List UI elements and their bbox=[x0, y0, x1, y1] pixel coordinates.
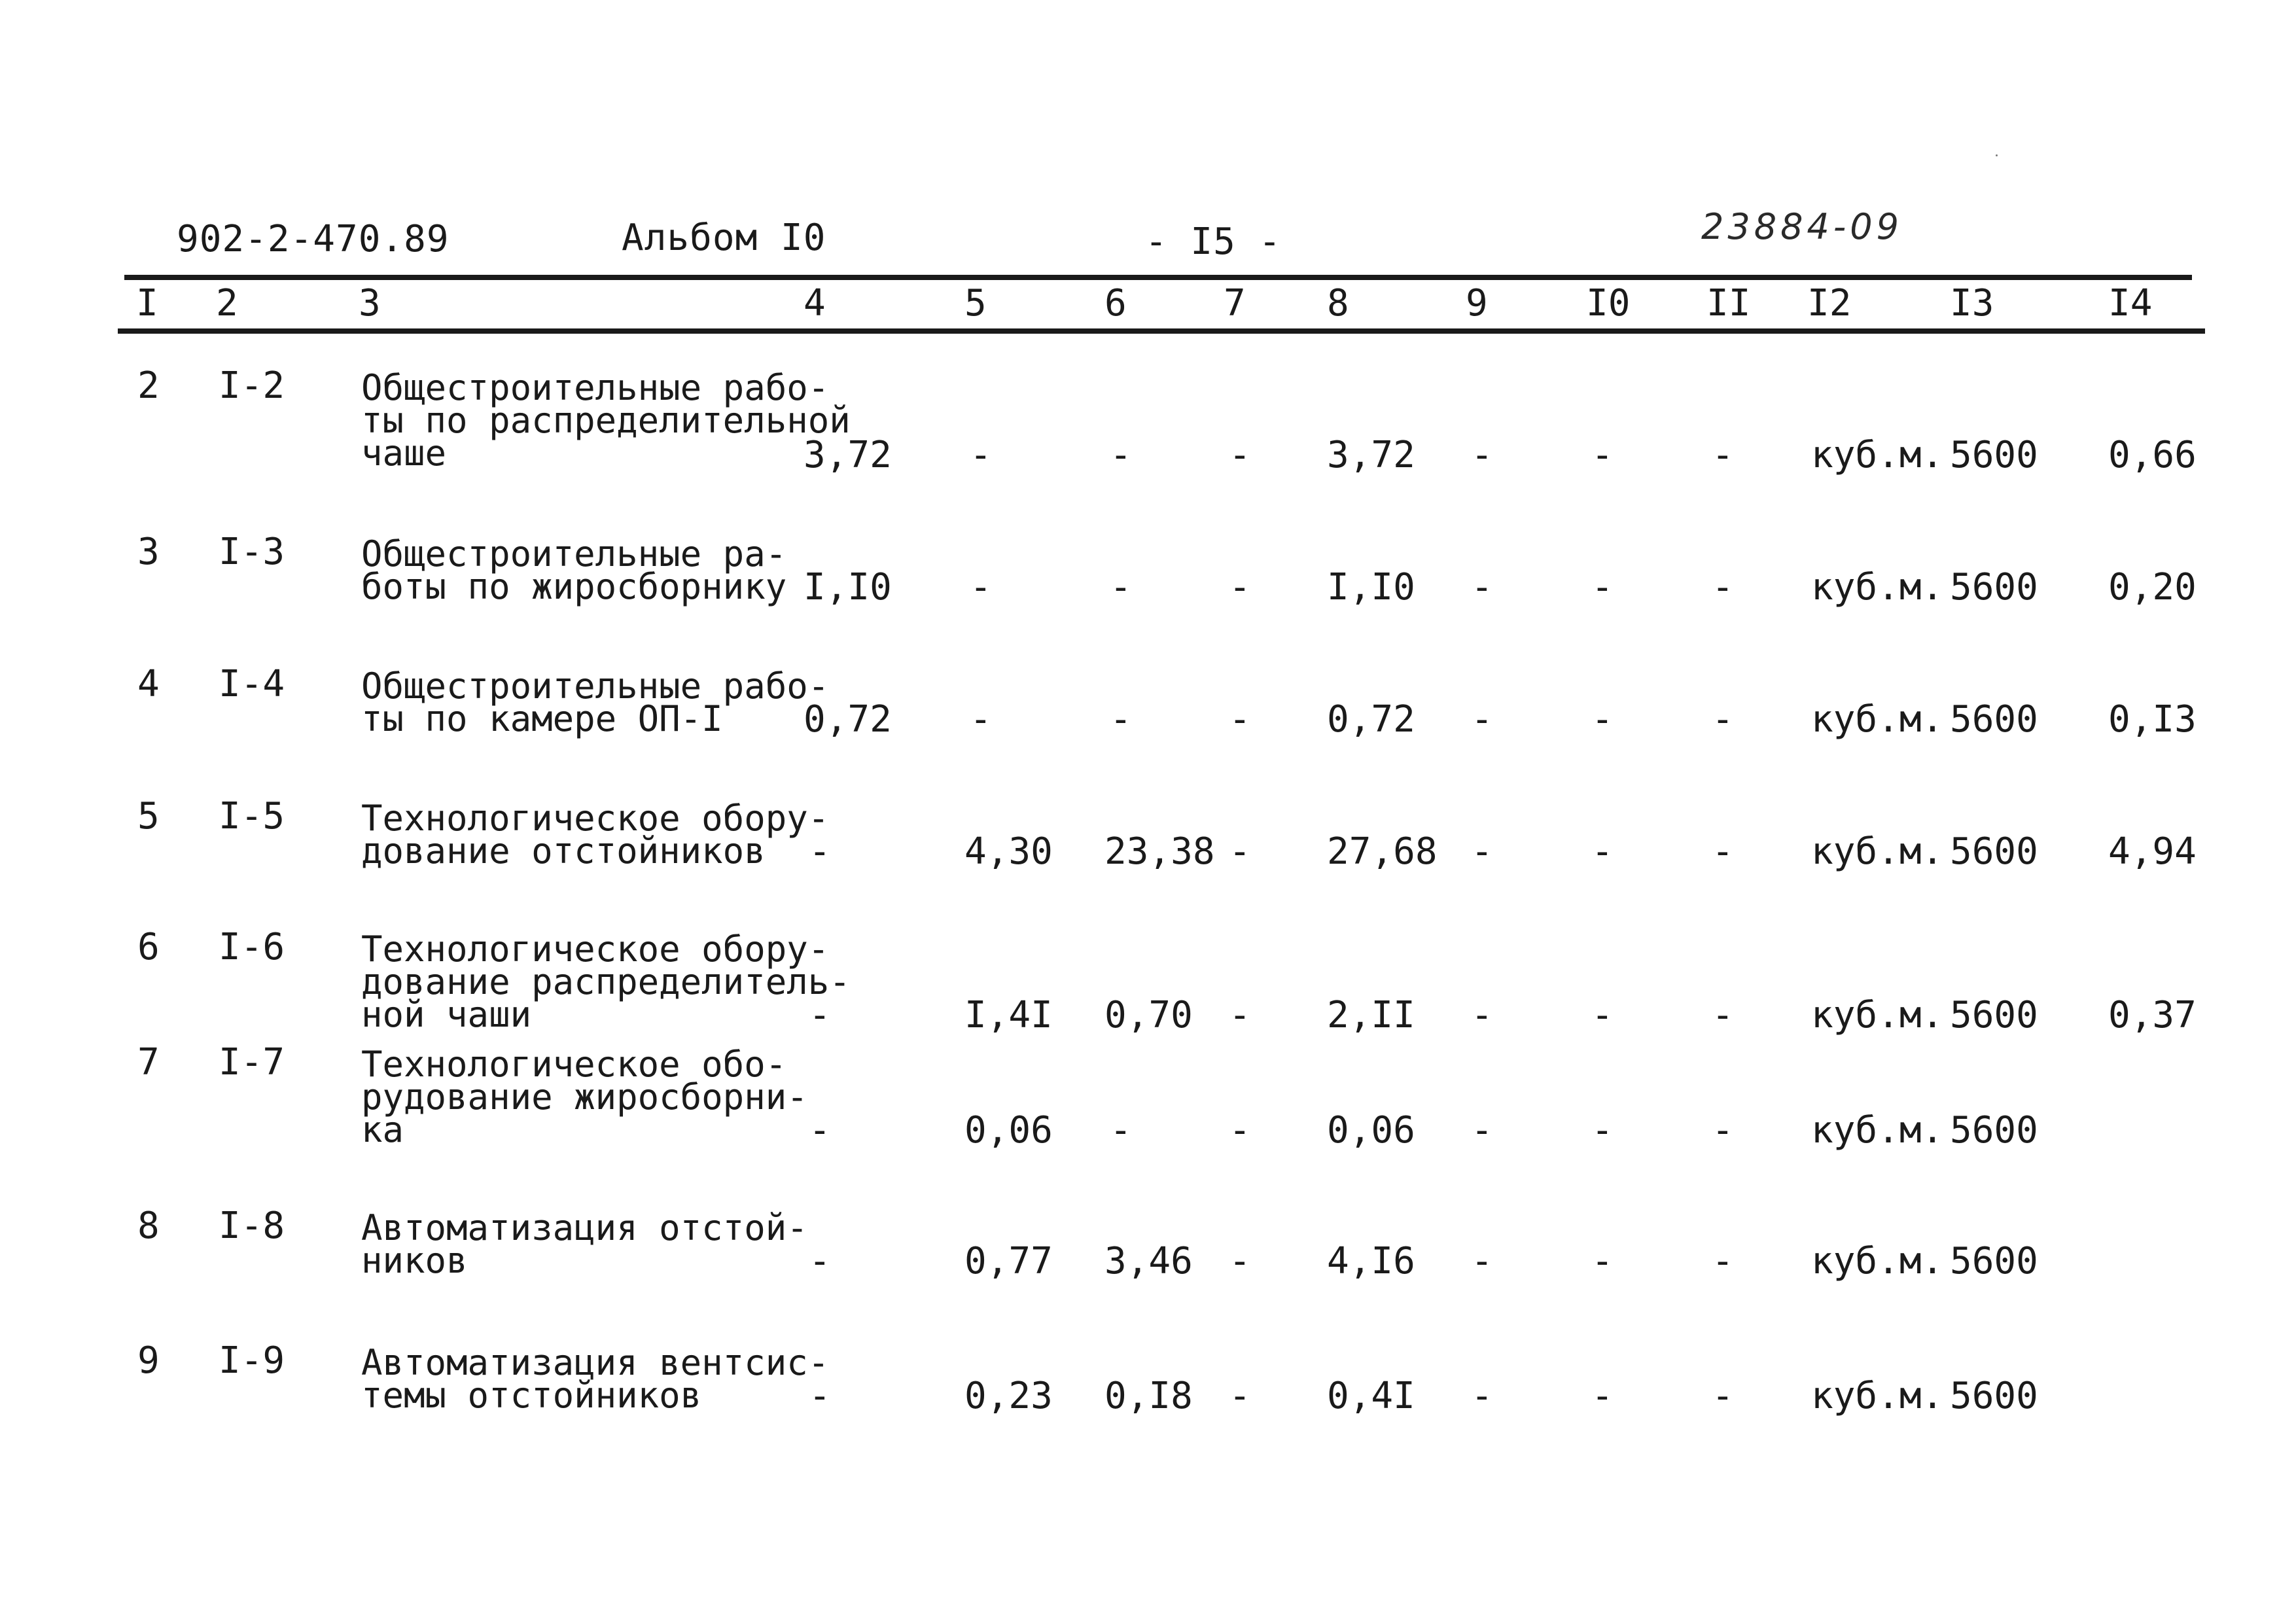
column-number-10: I0 bbox=[1586, 282, 1631, 325]
value-c6: - bbox=[1110, 1109, 1132, 1152]
row-code: I-5 bbox=[219, 795, 285, 838]
unit-cell: куб.м. bbox=[1811, 830, 1944, 873]
value-c6: 0,I8 bbox=[1104, 1375, 1193, 1417]
document-code: 902-2-470.89 bbox=[177, 218, 450, 260]
work-name-line: Общестроительные рабо- bbox=[361, 367, 830, 408]
unit-cell: куб.м. bbox=[1811, 434, 1944, 476]
value-c10: - bbox=[1591, 994, 1614, 1036]
album-label: Альбом I0 bbox=[622, 217, 826, 259]
value-c6: 3,46 bbox=[1104, 1240, 1193, 1282]
value-c9: - bbox=[1471, 994, 1493, 1036]
work-name-line: Общестроительные рабо- bbox=[361, 665, 830, 707]
value-c14: 0,66 bbox=[2108, 434, 2197, 476]
work-name-line: дование распределитель- bbox=[361, 961, 851, 1002]
row-code: I-8 bbox=[219, 1205, 285, 1247]
work-name bbox=[361, 928, 851, 1035]
work-name-line: ной чаши bbox=[361, 994, 532, 1035]
value-c8: 4,I6 bbox=[1327, 1240, 1415, 1282]
row-code: I-4 bbox=[219, 663, 285, 705]
column-number-11: II bbox=[1706, 282, 1751, 325]
row-code: I-3 bbox=[219, 531, 285, 573]
column-number-13: I3 bbox=[1950, 282, 1994, 325]
value-c10: - bbox=[1591, 434, 1614, 476]
value-c5: I,4I bbox=[964, 994, 1053, 1036]
value-c4: - bbox=[809, 1375, 831, 1417]
value-c7: - bbox=[1229, 698, 1251, 741]
row-code: I-9 bbox=[219, 1339, 285, 1382]
work-name-line: дование отстойников bbox=[361, 830, 766, 872]
value-c8: 3,72 bbox=[1327, 434, 1415, 476]
unit-cell: куб.м. bbox=[1811, 566, 1944, 609]
value-c4: I,I0 bbox=[804, 566, 892, 609]
value-c14: 0,I3 bbox=[2108, 698, 2197, 741]
value-c8: I,I0 bbox=[1327, 566, 1415, 609]
unit-cell: куб.м. bbox=[1811, 1375, 1944, 1417]
value-c6: - bbox=[1110, 566, 1132, 609]
row-code: I-7 bbox=[219, 1041, 285, 1084]
work-name-line: боты по жиросборнику bbox=[361, 566, 787, 607]
value-c5: 4,30 bbox=[964, 830, 1053, 873]
value-c5: - bbox=[970, 434, 992, 476]
value-c13: 5600 bbox=[1950, 1109, 2038, 1152]
value-c9: - bbox=[1471, 1375, 1493, 1417]
work-name-line: темы отстойников bbox=[361, 1375, 702, 1416]
work-name-line: ка bbox=[361, 1109, 404, 1150]
column-number-8: 8 bbox=[1327, 282, 1349, 325]
value-c13: 5600 bbox=[1950, 1375, 2038, 1417]
value-c10: - bbox=[1591, 566, 1614, 609]
value-c10: - bbox=[1591, 1240, 1614, 1282]
row-number: 4 bbox=[137, 663, 160, 705]
work-name-line: Автоматизация отстой- bbox=[361, 1207, 808, 1248]
value-c8: 0,4I bbox=[1327, 1375, 1415, 1417]
value-c13: 5600 bbox=[1950, 830, 2038, 873]
value-c13: 5600 bbox=[1950, 566, 2038, 609]
column-number-12: I2 bbox=[1807, 282, 1852, 325]
table-header-rule bbox=[118, 328, 2205, 334]
value-c7: - bbox=[1229, 566, 1251, 609]
value-c11: - bbox=[1712, 994, 1734, 1036]
work-name bbox=[361, 1044, 808, 1150]
value-c13: 5600 bbox=[1950, 698, 2038, 741]
value-c11: - bbox=[1712, 1375, 1734, 1417]
value-c13: 5600 bbox=[1950, 994, 2038, 1036]
value-c4: - bbox=[809, 994, 831, 1036]
work-name-line: ников bbox=[361, 1240, 468, 1281]
value-c10: - bbox=[1591, 1109, 1614, 1152]
unit-cell: куб.м. bbox=[1811, 1109, 1944, 1152]
value-c6: - bbox=[1110, 434, 1132, 476]
value-c11: - bbox=[1712, 566, 1734, 609]
value-c9: - bbox=[1471, 830, 1493, 873]
column-number-5: 5 bbox=[964, 282, 987, 325]
work-name-line: ты по камере ОП-I bbox=[361, 698, 723, 739]
value-c11: - bbox=[1712, 698, 1734, 741]
column-number-2: 2 bbox=[216, 282, 238, 325]
work-name-line: чаше bbox=[361, 432, 447, 474]
value-c10: - bbox=[1591, 698, 1614, 741]
value-c5: 0,77 bbox=[964, 1240, 1053, 1282]
column-number-7: 7 bbox=[1224, 282, 1246, 325]
unit-cell: куб.м. bbox=[1811, 994, 1944, 1036]
work-name-line: рудование жиросборни- bbox=[361, 1076, 808, 1118]
value-c8: 0,06 bbox=[1327, 1109, 1415, 1152]
work-name bbox=[361, 798, 831, 873]
value-c10: - bbox=[1591, 1375, 1614, 1417]
row-number: 8 bbox=[137, 1205, 160, 1247]
work-name-line: Технологическое обору- bbox=[361, 928, 830, 970]
value-c8: 2,II bbox=[1327, 994, 1415, 1036]
value-c11: - bbox=[1712, 434, 1734, 476]
work-name bbox=[361, 533, 787, 607]
value-c9: - bbox=[1471, 566, 1493, 609]
value-c4: - bbox=[809, 1109, 831, 1152]
value-c7: - bbox=[1229, 830, 1251, 873]
value-c11: - bbox=[1712, 1240, 1734, 1282]
work-name-line: ты по распределительной bbox=[361, 400, 851, 441]
value-c13: 5600 bbox=[1950, 434, 2038, 476]
work-name-line: Автоматизация вентсис- bbox=[361, 1342, 830, 1383]
row-number: 3 bbox=[137, 531, 160, 573]
work-name bbox=[361, 1342, 830, 1416]
column-number-6: 6 bbox=[1104, 282, 1127, 325]
value-c7: - bbox=[1229, 994, 1251, 1036]
value-c14: 0,20 bbox=[2108, 566, 2197, 609]
row-number: 7 bbox=[137, 1041, 160, 1084]
work-name-line: Общестроительные ра- bbox=[361, 533, 787, 574]
value-c7: - bbox=[1229, 434, 1251, 476]
value-c5: 0,23 bbox=[964, 1375, 1053, 1417]
row-number: 2 bbox=[137, 364, 160, 407]
value-c9: - bbox=[1471, 1109, 1493, 1152]
row-number: 6 bbox=[137, 926, 160, 968]
value-c4: 3,72 bbox=[804, 434, 892, 476]
value-c7: - bbox=[1229, 1109, 1251, 1152]
column-number-1: I bbox=[136, 282, 158, 325]
value-c5: 0,06 bbox=[964, 1109, 1053, 1152]
row-code: I-2 bbox=[219, 364, 285, 407]
table-top-rule bbox=[124, 275, 2192, 280]
unit-cell: куб.м. bbox=[1811, 1240, 1944, 1282]
work-name bbox=[361, 665, 830, 739]
value-c9: - bbox=[1471, 434, 1493, 476]
value-c5: - bbox=[970, 566, 992, 609]
column-number-4: 4 bbox=[804, 282, 826, 325]
value-c14: 0,37 bbox=[2108, 994, 2197, 1036]
row-code: I-6 bbox=[219, 926, 285, 968]
value-c8: 0,72 bbox=[1327, 698, 1415, 741]
value-c6: 0,70 bbox=[1104, 994, 1193, 1036]
column-number-14: I4 bbox=[2108, 282, 2153, 325]
work-name bbox=[361, 1207, 808, 1281]
value-c10: - bbox=[1591, 830, 1614, 873]
value-c4: - bbox=[809, 830, 831, 873]
value-c11: - bbox=[1712, 830, 1734, 873]
page-number: - I5 - bbox=[1145, 221, 1282, 263]
scan-speck bbox=[1996, 154, 1998, 156]
work-name-line: Технологическое обо- bbox=[361, 1044, 787, 1085]
value-c6: 23,38 bbox=[1104, 830, 1215, 873]
row-number: 5 bbox=[137, 795, 160, 838]
value-c11: - bbox=[1712, 1109, 1734, 1152]
work-name-line: Технологическое обору- bbox=[361, 798, 830, 839]
value-c7: - bbox=[1229, 1240, 1251, 1282]
value-c8: 27,68 bbox=[1327, 830, 1438, 873]
unit-cell: куб.м. bbox=[1811, 698, 1944, 741]
value-c4: 0,72 bbox=[804, 698, 892, 741]
value-c13: 5600 bbox=[1950, 1240, 2038, 1282]
column-number-3: 3 bbox=[359, 282, 381, 325]
value-c6: - bbox=[1110, 698, 1132, 741]
column-number-9: 9 bbox=[1466, 282, 1488, 325]
value-c9: - bbox=[1471, 1240, 1493, 1282]
value-c5: - bbox=[970, 698, 992, 741]
inventory-number: 23884-09 bbox=[1701, 206, 1903, 247]
row-number: 9 bbox=[137, 1339, 160, 1382]
value-c14: 4,94 bbox=[2108, 830, 2197, 873]
value-c7: - bbox=[1229, 1375, 1251, 1417]
value-c9: - bbox=[1471, 698, 1493, 741]
value-c4: - bbox=[809, 1240, 831, 1282]
